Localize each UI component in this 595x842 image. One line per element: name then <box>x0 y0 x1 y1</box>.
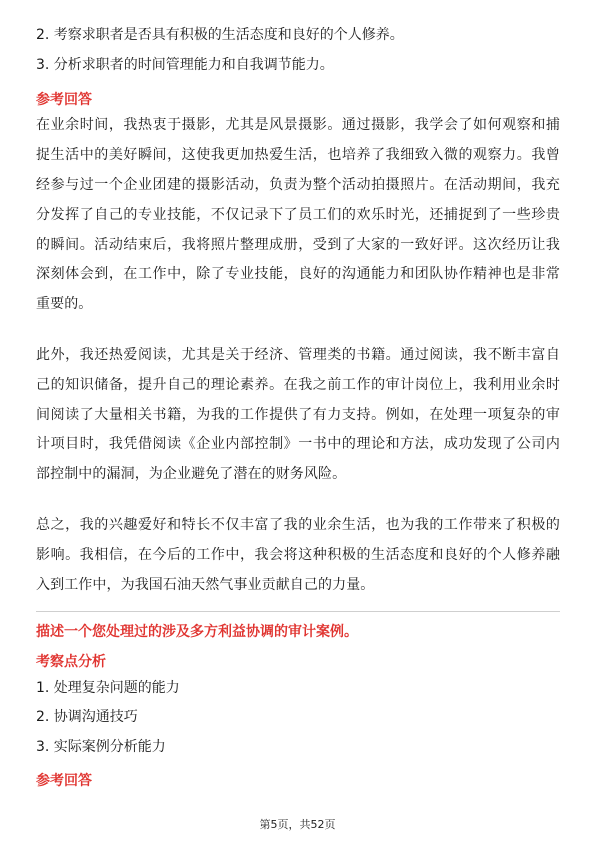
paragraph-line: 经参与过一个企业团建的摄影活动，负责为整个活动拍摄照片。在活动期间，我充 <box>36 177 560 193</box>
paragraph-line: 总之，我的兴趣爱好和特长不仅丰富了我的业余生活，也为我的工作带来了积极的 <box>36 517 560 533</box>
paragraph-line: 己的知识储备，提升自己的理论素养。在我之前工作的审计岗位上，我利用业余时 <box>36 377 560 393</box>
paragraph-line: 深刻体会到，在工作中，除了专业技能，良好的沟通能力和团队协作精神也是非常 <box>36 266 560 282</box>
paragraph-line: 影响。我相信，在今后的工作中，我会将这种积极的生活态度和良好的个人修养融 <box>36 547 560 563</box>
paragraph-line: 捉生活中的美好瞬间，这使我更加热爱生活，也培养了我细致入微的观察力。我曾 <box>36 147 560 163</box>
paragraph-line: 间阅读了大量相关书籍，为我的工作提供了有力支持。例如，在处理一项复杂的审 <box>36 407 560 423</box>
section-divider <box>36 611 560 612</box>
analysis-heading: 考察点分析 <box>36 654 106 670</box>
evaluation-point-2: 2. 考察求职者是否具有积极的生活态度和良好的个人修养。 <box>36 27 404 43</box>
question-title: 描述一个您处理过的涉及多方利益协调的审计案例。 <box>36 624 358 640</box>
paragraph-line: 的瞬间。活动结束后，我将照片整理成册，受到了大家的一致好评。这次经历让我 <box>36 237 560 253</box>
evaluation-point-3: 3. 分析求职者的时间管理能力和自我调节能力。 <box>36 57 334 73</box>
paragraph-line: 部控制中的漏洞，为企业避免了潜在的财务风险。 <box>36 466 347 482</box>
paragraph-line: 此外，我还热爱阅读，尤其是关于经济、管理类的书籍。通过阅读，我不断丰富自 <box>36 347 560 363</box>
paragraph-line: 在业余时间，我热衷于摄影，尤其是风景摄影。通过摄影，我学会了如何观察和捕 <box>36 117 560 133</box>
reference-answer-heading: 参考回答 <box>36 92 92 108</box>
paragraph-line: 分发挥了自己的专业技能，不仅记录下了员工们的欢乐时光，还捕捉到了一些珍贵 <box>36 207 560 223</box>
page-number: 第5页，共52页 <box>259 818 336 831</box>
paragraph-line: 计项目时，我凭借阅读《企业内部控制》一书中的理论和方法，成功发现了公司内 <box>36 436 560 452</box>
reference-answer-heading-2: 参考回答 <box>36 773 92 789</box>
paragraph-line: 重要的。 <box>36 296 93 312</box>
paragraph-line: 入到工作中，为我国石油天然气事业贡献自己的力量。 <box>36 577 375 593</box>
analysis-point-2: 2. 协调沟通技巧 <box>36 709 138 725</box>
analysis-point-1: 1. 处理复杂问题的能力 <box>36 680 180 696</box>
analysis-point-3: 3. 实际案例分析能力 <box>36 739 166 755</box>
